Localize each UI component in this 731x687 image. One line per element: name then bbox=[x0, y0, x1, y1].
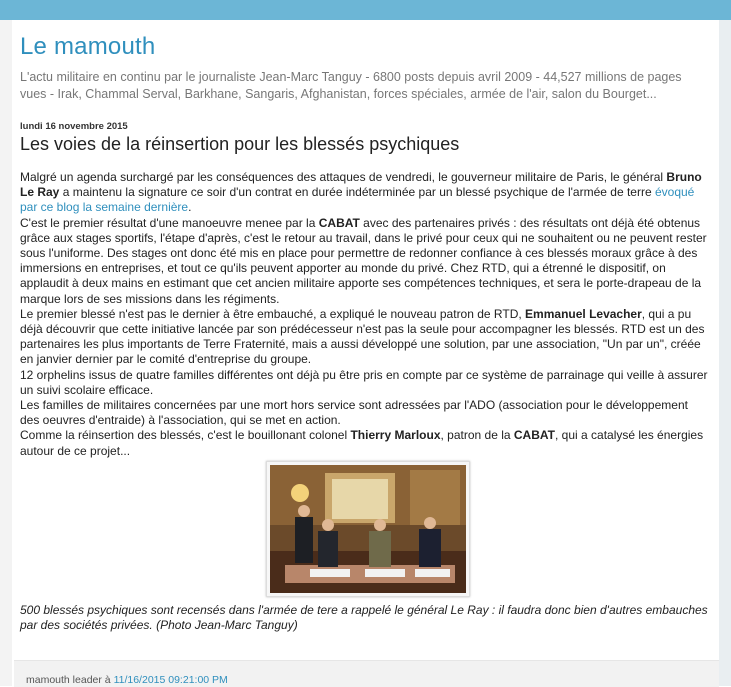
post-footer-line: mamouth leader à 11/16/2015 09:21:00 PM bbox=[26, 674, 228, 686]
post-date: lundi 16 novembre 2015 bbox=[20, 121, 128, 132]
page-right-edge bbox=[719, 20, 731, 686]
blog-title-link[interactable]: Le mamouth bbox=[20, 33, 156, 60]
post-title: Les voies de la réinsertion pour les blessés psychiques bbox=[20, 134, 460, 154]
post-timestamp-link[interactable]: 11/16/2015 09:21:00 PM bbox=[113, 674, 228, 686]
photo-caption: 500 blessés psychiques sont recensés dans l'armée de tere a rappelé le général Le Ray : il faudra donc bien d'autres embauches par des sociétés privées. (Photo Jean-Marc Tanguy) bbox=[20, 603, 708, 632]
signing-ceremony-photo bbox=[270, 465, 466, 593]
person-name: Emmanuel Levacher bbox=[525, 306, 642, 321]
blog-reference-link[interactable]: évoqué par ce blog la semaine dernière bbox=[20, 185, 695, 215]
blog-description: L'actu militaire en continu par le journaliste Jean-Marc Tanguy - 6800 posts depuis avril 2009 - 44,527 millions de pages vues - Irak, Chammal Serval, Barkhane, Sangaris, Afghanistan, forces spéciales, armée de l'air, salon du Bourget... bbox=[20, 70, 682, 101]
post-body bbox=[20, 170, 710, 459]
post-author: mamouth leader bbox=[26, 674, 102, 686]
organization-name: CABAT bbox=[318, 215, 360, 230]
post-paragraph-5: Les familles de militaires concernées par une mort hors service sont adressées par l'ADO (association pour le développement des oeuvres d'entraide) à l'association, qui se met en action. bbox=[20, 398, 688, 428]
post-paragraph-4: 12 orphelins issus de quatre familles différentes ont déjà pu être pris en compte par ce système de parrainage qui veille à assurer un suivi scolaire efficace. bbox=[20, 367, 708, 397]
organization-name: CABAT bbox=[513, 428, 555, 443]
person-name: Thierry Marloux bbox=[350, 428, 441, 443]
post-footer bbox=[14, 660, 719, 687]
post-paragraph-1: Malgré un agenda surchargé par les conséquences des attaques de vendredi, le gouverneur militaire de Paris, le général Bruno Le Ray a maintenu la signature ce soir d'un contrat en durée indéterminée par un blessé psychique de l'armée de terre évoqué par ce blog la semaine dernière. bbox=[20, 170, 702, 215]
page-left-edge bbox=[0, 20, 12, 686]
post-paragraph-6: Comme la réinsertion des blessés, c'est le bouillonant colonel Thierry Marloux, patron de la CABAT, qui a catalysé les énergies autour de ce projet... bbox=[20, 428, 704, 458]
post-paragraph-2: C'est le premier résultat d'une manoeuvre menee par la CABAT avec des partenaires privés : des résultats ont déjà été obtenus grâce aux stages sportifs, l'étape d'après, c'est le retour au travail, dans le privé pour ceux qui ne souhaitent ou ne peuvent rester sous l'uniforme. Des stages ont donc été mis en place pour permettre de redonner confiance à ces blessés moraux grâce à des immersions en entreprises, et tout ce qu'ils peuvent apporter au monde du privé. Chez RTD, qui a étrenné le dispositif, on applaudit à deux mains en estimant que cet ancien militaire apporte ses compétences techniques, et sera le porte-drapeau de la marque lors de ses missions dans les régiments. bbox=[20, 215, 707, 306]
post-paragraph-3: Le premier blessé n'est pas le dernier à être embauché, a expliqué le nouveau patron de RTD, Emmanuel Levacher, qui a pu déjà découvrir que cette initiative lancée par son prédécesseur n'est pas la seule pour accompagner les blessés. RTD est un des partenaires les plus importants de Terre Fraternité, mais a aussi développé une solution, par une association, "Un par un", créée en janvier dernier par le comité d'entreprise du groupe. bbox=[20, 306, 705, 367]
person-name: Bruno Le Ray bbox=[20, 170, 702, 200]
top-bar bbox=[0, 0, 731, 20]
post-photo[interactable] bbox=[266, 461, 470, 597]
